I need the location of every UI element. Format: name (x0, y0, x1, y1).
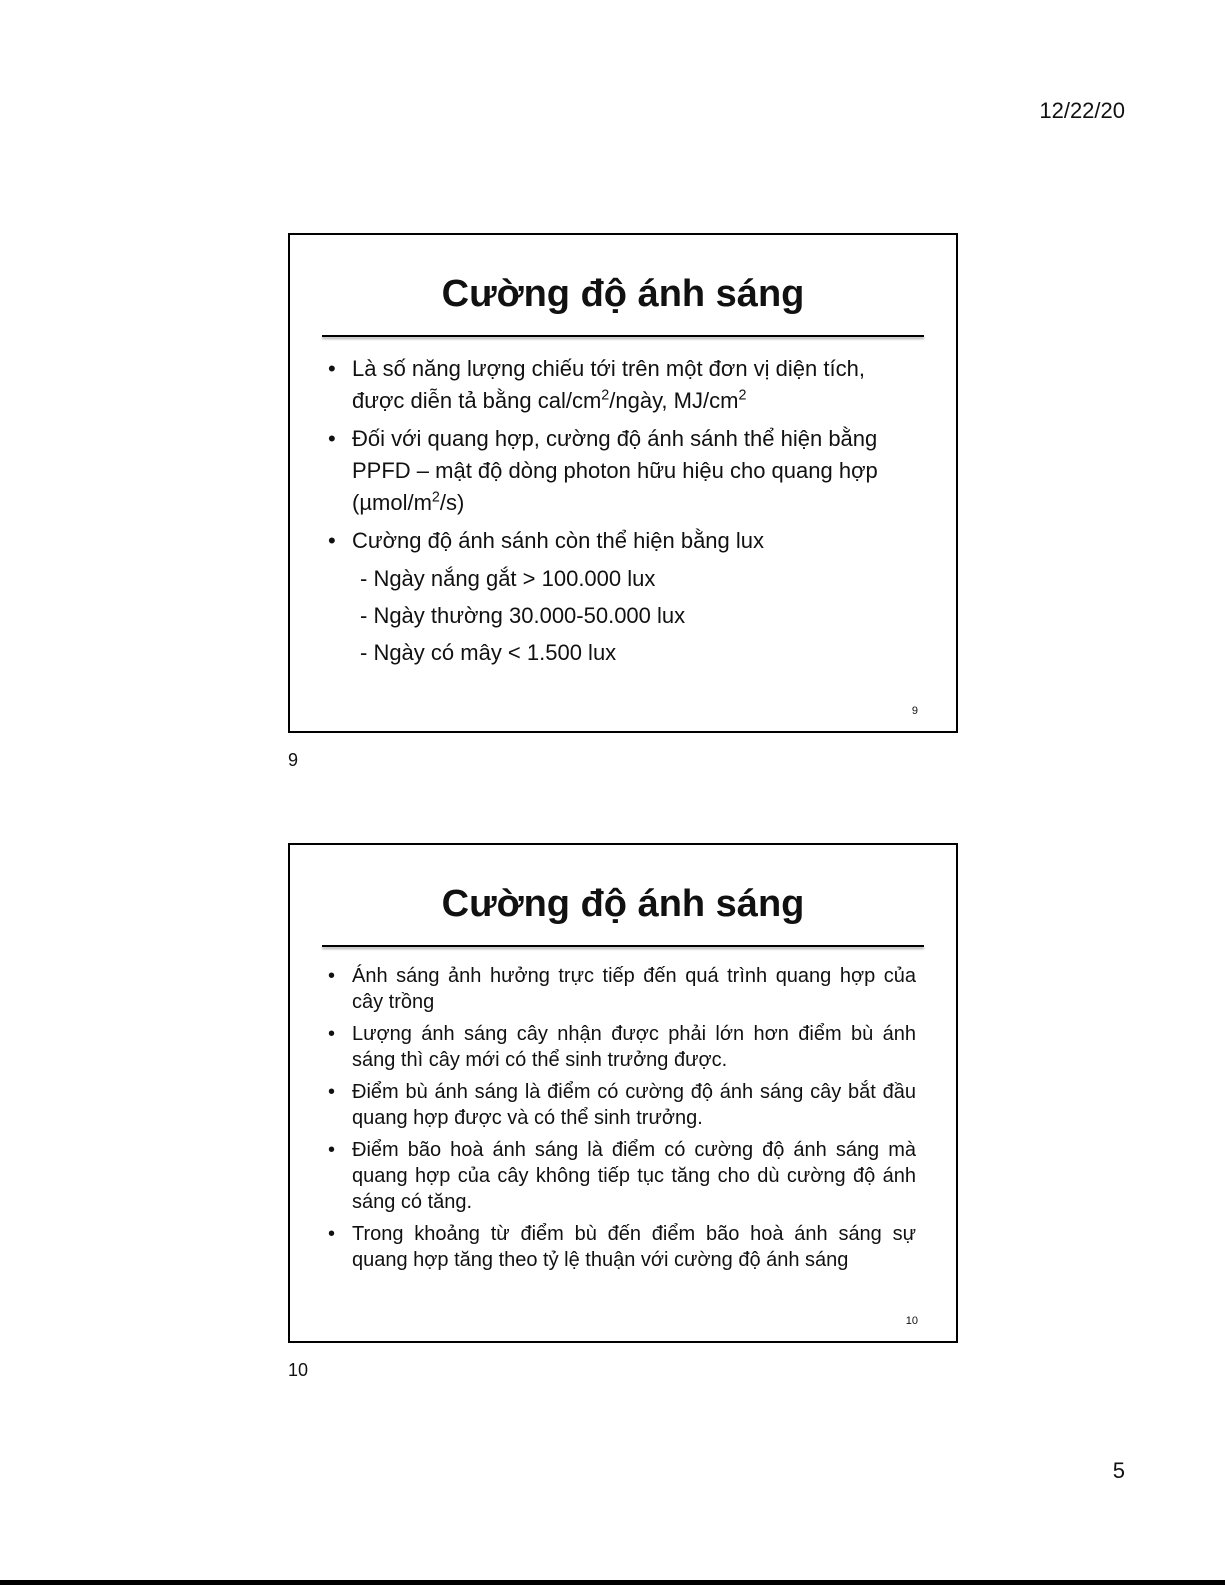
bullet-item: • Đối với quang hợp, cường độ ánh sánh thể hiện bằng PPFD – mật độ dòng photon hữu hiệu cho quang hợp $(\mu mol/m^2/s)$ (326, 423, 916, 519)
page-number: 5 (1112, 1458, 1125, 1483)
bullet-item: • Cường độ ánh sánh còn thể hiện bằng lux (326, 525, 916, 557)
slide-number: 10 (905, 1315, 918, 1327)
sub-item: - Ngày nắng gắt > 100.000 lux (360, 566, 656, 591)
slide-body (326, 353, 916, 669)
sub-item: - Ngày thường 30.000-50.000 lux (360, 603, 686, 628)
bullet-item: • Điểm bù ánh sáng là điểm có cường độ ánh sáng cây bắt đầu quang hợp được và có thể sinh trưởng. (326, 1079, 916, 1131)
slide-9 (288, 233, 958, 733)
title-divider (322, 945, 924, 947)
slide-label: 9 (288, 750, 299, 770)
bullet-item: • Ánh sáng ảnh hưởng trực tiếp đến quá trình quang hợp của cây trồng (326, 963, 916, 1015)
bullet-item: • Là số năng lượng chiếu tới trên một đơn vị diện tích, được diễn tả bằng cal/$cm^2$/ngày, $MJ/cm^2$ (326, 353, 916, 417)
slide-title: Cường độ ánh sáng (441, 883, 805, 925)
sub-item: - Ngày có mây < 1.500 lux (360, 640, 617, 665)
slide-label: 10 (288, 1360, 309, 1380)
slide-number: 9 (911, 705, 918, 717)
title-divider (322, 335, 924, 337)
bullet-item: • Lượng ánh sáng cây nhận được phải lớn hơn điểm bù ánh sáng thì cây mới có thể sinh trưởng được. (326, 1021, 916, 1073)
slide-10 (288, 843, 958, 1343)
bullet-item: • Điểm bão hoà ánh sáng là điểm có cường độ ánh sáng mà quang hợp của cây không tiếp tục tăng cho dù cường độ ánh sáng có tăng. (326, 1137, 916, 1215)
bullet-item: • Trong khoảng từ điểm bù đến điểm bão hoà ánh sáng sự quang hợp tăng theo tỷ lệ thuận với cường độ ánh sáng (326, 1221, 916, 1273)
page-date: 12/22/20 (1039, 98, 1125, 123)
slide-body (326, 963, 916, 1279)
slide-title: Cường độ ánh sáng (441, 273, 805, 315)
bottom-border (0, 1580, 1225, 1585)
